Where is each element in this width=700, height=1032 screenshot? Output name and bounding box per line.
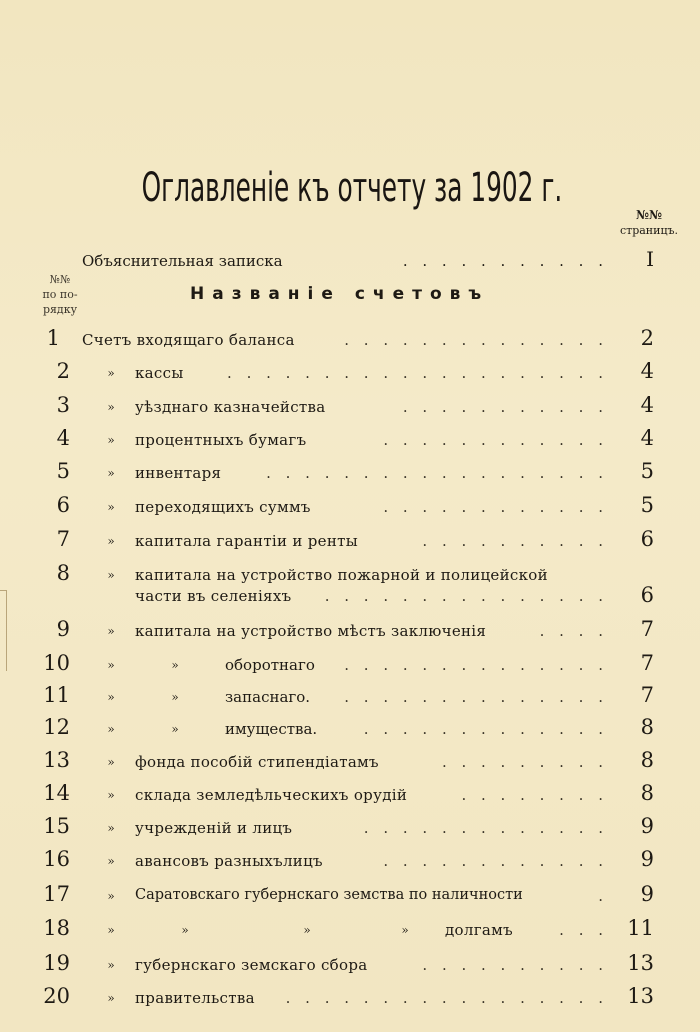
row-number: 19 [43, 951, 70, 975]
row-label: фонда пособій стипендіатамъ [135, 753, 379, 771]
toc-row [0, 847, 700, 881]
row-number: 8 [56, 561, 70, 585]
toc-row [0, 326, 700, 360]
row-label: долгамъ [445, 921, 513, 939]
ditto-mark: » [171, 690, 179, 704]
row-dots: . . . . . . . . . . [422, 532, 608, 550]
ditto-mark: » [107, 534, 115, 548]
row-label: оборотнаго [225, 656, 315, 674]
toc-row [0, 459, 700, 493]
row-page: 11 [627, 916, 654, 940]
row-label: учрежденій и лицъ [135, 819, 293, 837]
toc-row [0, 781, 700, 815]
row-number: 13 [43, 748, 70, 772]
pages-header-symbol: №№ [635, 208, 663, 222]
ditto-mark: » [171, 722, 179, 736]
row-dots: . . . . . . . . . . . [402, 398, 608, 416]
row-number: 17 [43, 882, 70, 906]
ditto-mark: » [107, 889, 115, 903]
ditto-mark: » [107, 722, 115, 736]
row-dots: . . . . . . . . . . . . . . . . . [285, 989, 608, 1007]
explanatory-note-dots: . . . . . . . . . . . [402, 252, 608, 270]
ditto-mark: » [181, 923, 189, 937]
row-label: капитала на устройство пожарной и полицейской [135, 566, 548, 584]
row-page: 4 [640, 393, 654, 417]
ditto-mark: » [107, 854, 115, 868]
toc-row [0, 527, 700, 561]
row-dots: . . . . . . . . . . . . [383, 852, 608, 870]
pages-column-header [604, 208, 694, 238]
row-number: 15 [43, 814, 70, 838]
row-number: 5 [56, 459, 70, 483]
ditto-mark: » [401, 923, 409, 937]
row-dots: . . . . . . . . [461, 786, 608, 804]
page-title: Оглавленіе къ отчету за 1902 г. [141, 165, 563, 211]
row-label: имущества. [225, 720, 318, 738]
row-page: 6 [640, 527, 654, 551]
row-page: 5 [640, 459, 654, 483]
ditto-mark: » [171, 658, 179, 672]
row-label: процентныхъ бумагъ [135, 431, 307, 449]
number-header-symbol: №№ [49, 273, 71, 286]
row-page: 7 [640, 683, 654, 707]
row-page: 7 [640, 617, 654, 641]
row-dots: . . . . [539, 622, 608, 640]
pages-header-label: страницъ. [619, 224, 679, 237]
row-dots: . . . . . . . . . . . . [383, 498, 608, 516]
row-dots: . . . . . . . . . . . . . . . [324, 587, 608, 605]
row-number: 1 [46, 326, 60, 350]
toc-row [0, 359, 700, 393]
toc-row [0, 984, 700, 1018]
ditto-mark: » [107, 624, 115, 638]
row-label: правительства [135, 989, 255, 1007]
ditto-mark: » [107, 788, 115, 802]
explanatory-note-label: Объяснительная записка [82, 252, 283, 270]
row-dots: . . . . . . . . . . . . . [363, 720, 608, 738]
row-label: запаснаго. [225, 688, 311, 706]
toc-row [0, 951, 700, 985]
row-number: 14 [43, 781, 70, 805]
ditto-mark: » [107, 991, 115, 1005]
row-number: 7 [56, 527, 70, 551]
ditto-mark: » [107, 923, 115, 937]
row-page: 8 [640, 748, 654, 772]
ditto-mark: » [107, 568, 115, 582]
ditto-mark: » [107, 755, 115, 769]
ditto-mark: » [107, 400, 115, 414]
row-label: кассы [135, 364, 184, 382]
ditto-mark: » [107, 366, 115, 380]
toc-row [0, 882, 700, 916]
row-number: 6 [56, 493, 70, 517]
row-label: Саратовскаго губернскаго земства по наличности [135, 887, 523, 903]
ditto-mark: » [303, 923, 311, 937]
ditto-mark: » [107, 821, 115, 835]
toc-row [0, 393, 700, 427]
number-header-line1: по по- [42, 288, 78, 301]
row-dots: . . . . . . . . . [441, 753, 608, 771]
toc-row [0, 617, 700, 651]
row-dots: . . . [559, 921, 608, 939]
toc-row [0, 683, 700, 717]
toc-row [0, 748, 700, 782]
row-number: 9 [56, 617, 70, 641]
row-page: 8 [640, 781, 654, 805]
row-dots: . . . . . . . . . . . . [383, 431, 608, 449]
row-dots: . . . . . . . . . . . . . . [344, 656, 608, 674]
row-page: 8 [640, 715, 654, 739]
row-label: капитала на устройство мѣстъ заключенія [135, 622, 487, 640]
ditto-mark: » [107, 466, 115, 480]
row-label: Счетъ входящаго баланса [82, 331, 295, 349]
row-label: капитала гарантіи и ренты [135, 532, 358, 550]
row-number: 20 [43, 984, 70, 1008]
row-page: 6 [640, 583, 654, 607]
row-number: 11 [43, 683, 70, 707]
row-number: 18 [43, 916, 70, 940]
row-page: 13 [627, 984, 654, 1008]
row-dots: . . . . . . . . . . . . . . . . . . [266, 464, 608, 482]
section-title: Названіе счетовъ [190, 284, 490, 304]
toc-row [0, 493, 700, 527]
toc-row [0, 426, 700, 460]
row-page: 4 [640, 359, 654, 383]
row-label-continuation: части въ селеніяхъ [135, 587, 292, 605]
row-label: инвентаря [135, 464, 222, 482]
row-dots: . [598, 887, 608, 905]
ditto-mark: » [107, 690, 115, 704]
row-page: 2 [640, 326, 654, 350]
row-label: переходящихъ суммъ [135, 498, 311, 516]
row-dots: . . . . . . . . . . . . . [363, 819, 608, 837]
row-page: 9 [640, 882, 654, 906]
toc-row [0, 561, 700, 621]
ditto-mark: » [107, 658, 115, 672]
ditto-mark: » [107, 500, 115, 514]
ditto-mark: » [107, 433, 115, 447]
row-page: 5 [640, 493, 654, 517]
row-page: 4 [640, 426, 654, 450]
number-column-header [30, 272, 90, 317]
row-label: уѣзднаго казначейства [135, 398, 326, 416]
row-page: 9 [640, 814, 654, 838]
row-page: 9 [640, 847, 654, 871]
row-label: губернскаго земскаго сбора [135, 956, 368, 974]
row-number: 16 [43, 847, 70, 871]
row-number: 4 [56, 426, 70, 450]
row-page: 13 [627, 951, 654, 975]
row-dots: . . . . . . . . . . [422, 956, 608, 974]
row-dots: . . . . . . . . . . . . . . . . . . . . [227, 364, 608, 382]
row-label: авансовъ разныхълицъ [135, 852, 323, 870]
toc-row [0, 814, 700, 848]
row-label: склада земледѣльческихъ орудій [135, 786, 408, 804]
row-number: 2 [56, 359, 70, 383]
toc-row [0, 916, 700, 950]
row-dots: . . . . . . . . . . . . . . [344, 331, 608, 349]
ditto-mark: » [107, 958, 115, 972]
row-number: 12 [43, 715, 70, 739]
explanatory-note-page: I [646, 247, 654, 271]
toc-row [0, 715, 700, 749]
row-number: 3 [56, 393, 70, 417]
number-header-line2: рядку [42, 303, 78, 316]
row-dots: . . . . . . . . . . . . . . [344, 688, 608, 706]
row-number: 10 [43, 651, 70, 675]
row-page: 7 [640, 651, 654, 675]
toc-row [0, 651, 700, 685]
